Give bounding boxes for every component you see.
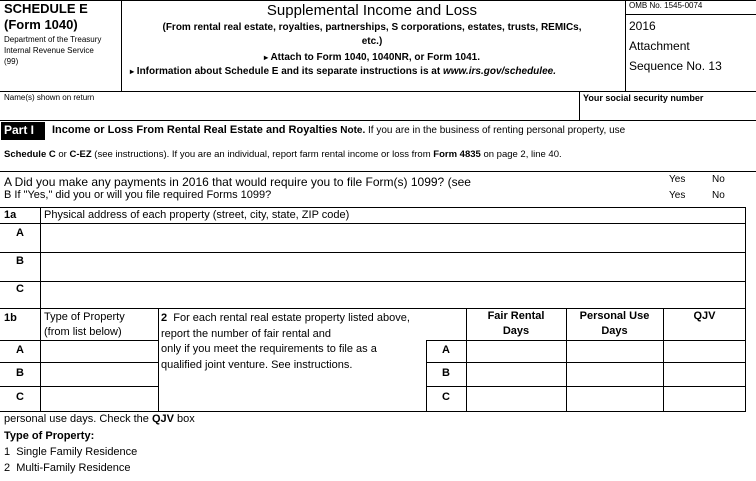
ssn-input[interactable] bbox=[583, 105, 751, 119]
address-input[interactable] bbox=[42, 254, 742, 280]
line-2-text-3: only if you meet the requirements to file as a bbox=[161, 343, 377, 355]
department-line-3: (99) bbox=[4, 57, 19, 66]
department-line-1: Department of the Treasury bbox=[4, 35, 102, 44]
attach-instruction bbox=[122, 52, 622, 63]
address-row-letter: C bbox=[16, 283, 24, 295]
type-of-property-label-2: (from list below) bbox=[44, 326, 122, 338]
part1-instructions-text-3: on page 2, line 40. bbox=[480, 149, 562, 160]
name-input[interactable] bbox=[4, 103, 574, 118]
address-input[interactable] bbox=[42, 283, 742, 307]
line-2-continuation-box: box bbox=[174, 413, 195, 425]
arrow-icon: ▸ bbox=[130, 67, 135, 76]
tax-year: 2016 bbox=[629, 19, 656, 33]
line-2-number: 2 bbox=[161, 312, 168, 324]
type-of-property-label-1: Type of Property bbox=[44, 311, 125, 323]
line-2-text bbox=[161, 311, 410, 373]
fair-rental-days-input[interactable] bbox=[468, 342, 564, 361]
arrow-icon: ▸ bbox=[264, 53, 269, 62]
personal-use-days-input[interactable] bbox=[568, 342, 661, 361]
address-row-letter: B bbox=[16, 255, 24, 267]
question-b: B If "Yes," did you or will you file required Forms 1099? bbox=[4, 189, 272, 201]
form-4835-ref: Form 4835 bbox=[433, 149, 481, 160]
line-2-continuation bbox=[4, 413, 195, 425]
personal-use-days-input[interactable] bbox=[568, 364, 661, 385]
part1-instructions-text-1: or bbox=[55, 149, 70, 160]
attachment-label: Attachment bbox=[629, 39, 690, 53]
question-a: A Did you make any payments in 2016 that would require you to file Form(s) 1099? (see bbox=[4, 175, 471, 189]
property-row-letter: B bbox=[16, 367, 24, 379]
schedule-c-ref: Schedule C bbox=[4, 149, 56, 160]
personal-use-days-input[interactable] bbox=[568, 388, 661, 409]
type-of-property-option: 2 Multi-Family Residence bbox=[4, 462, 131, 474]
fair-rental-header-2: Days bbox=[502, 325, 530, 337]
info-url-link[interactable]: www.irs.gov/schedulee. bbox=[442, 66, 556, 77]
property-row-letter-right: A bbox=[442, 344, 450, 356]
sequence-number: Sequence No. 13 bbox=[629, 59, 722, 73]
type-of-property-title: Type of Property: bbox=[4, 430, 95, 442]
form-subtitle-1: (From rental real estate, royalties, partnerships, S corporations, estates, trusts, REMICs, bbox=[162, 22, 582, 33]
line-2-text-2: report the number of fair rental and bbox=[161, 327, 331, 340]
fair-rental-days-input[interactable] bbox=[468, 388, 564, 409]
property-type-input[interactable] bbox=[42, 364, 156, 385]
part1-label: Part I bbox=[4, 123, 35, 137]
address-input[interactable] bbox=[42, 225, 742, 251]
type-of-property-option: 1 Single Family Residence bbox=[4, 446, 138, 458]
address-row-letter: A bbox=[16, 227, 24, 239]
line-2-text-1-body: For each rental real estate property listed above, bbox=[173, 312, 410, 324]
omb-number: OMB No. 1545-0074 bbox=[629, 1, 703, 10]
info-instruction bbox=[130, 66, 556, 77]
property-row-letter-right: B bbox=[442, 367, 450, 379]
part1-note-text: If you are in the business of renting personal property, use bbox=[368, 125, 626, 136]
part1-note-label: Note. bbox=[340, 125, 366, 136]
department-line-2: Internal Revenue Service bbox=[4, 46, 94, 55]
property-row-letter: C bbox=[16, 391, 24, 403]
qjv-checkbox[interactable] bbox=[665, 364, 743, 385]
property-row-letter: A bbox=[16, 344, 24, 356]
line-2-text-1 bbox=[161, 311, 410, 327]
part1-title: Income or Loss From Rental Real Estate and Royalties bbox=[52, 124, 338, 136]
qjv-checkbox[interactable] bbox=[665, 388, 743, 409]
personal-use-header-2: Days bbox=[601, 325, 628, 337]
qjv-header: QJV bbox=[693, 310, 716, 322]
property-type-input[interactable] bbox=[42, 388, 156, 409]
form-title: Supplemental Income and Loss bbox=[266, 2, 478, 19]
personal-use-header-1: Personal Use bbox=[579, 310, 650, 322]
question-b-no[interactable]: No bbox=[712, 190, 725, 201]
fair-rental-days-input[interactable] bbox=[468, 364, 564, 385]
qjv-checkbox[interactable] bbox=[665, 342, 743, 361]
line-1a-label: Physical address of each property (street, city, state, ZIP code) bbox=[44, 209, 350, 221]
attach-text: Attach to Form 1040, 1040NR, or Form 1041. bbox=[270, 52, 480, 63]
schedule-c-ez-ref: C-EZ bbox=[69, 149, 92, 160]
line-2-text-4: qualified joint venture. See instructions. bbox=[161, 358, 353, 371]
info-text: Information about Schedule E and its separate instructions is at bbox=[136, 66, 443, 77]
question-a-no[interactable]: No bbox=[712, 174, 725, 185]
line-1b-number: 1b bbox=[4, 312, 17, 324]
name-label: Name(s) shown on return bbox=[4, 93, 95, 102]
property-row-letter-right: C bbox=[442, 391, 450, 403]
schedule-label: SCHEDULE E bbox=[4, 1, 88, 16]
qjv-ref: QJV bbox=[151, 413, 174, 425]
form-subtitle-2: etc.) bbox=[361, 36, 383, 47]
part1-instructions bbox=[4, 149, 562, 160]
line-1a-number: 1a bbox=[4, 209, 17, 221]
part1-heading bbox=[52, 124, 625, 136]
question-b-yes[interactable]: Yes bbox=[669, 190, 686, 201]
question-a-yes[interactable]: Yes bbox=[669, 174, 686, 185]
part1-instructions-text-2: (see instructions). If you are an individual, report farm rental income or loss from bbox=[91, 149, 434, 160]
property-type-input[interactable] bbox=[42, 342, 156, 361]
ssn-label: Your social security number bbox=[583, 93, 704, 103]
form-number: (Form 1040) bbox=[4, 17, 78, 32]
line-2-continuation-text: personal use days. Check the bbox=[4, 413, 152, 425]
fair-rental-header-1: Fair Rental bbox=[487, 310, 545, 322]
